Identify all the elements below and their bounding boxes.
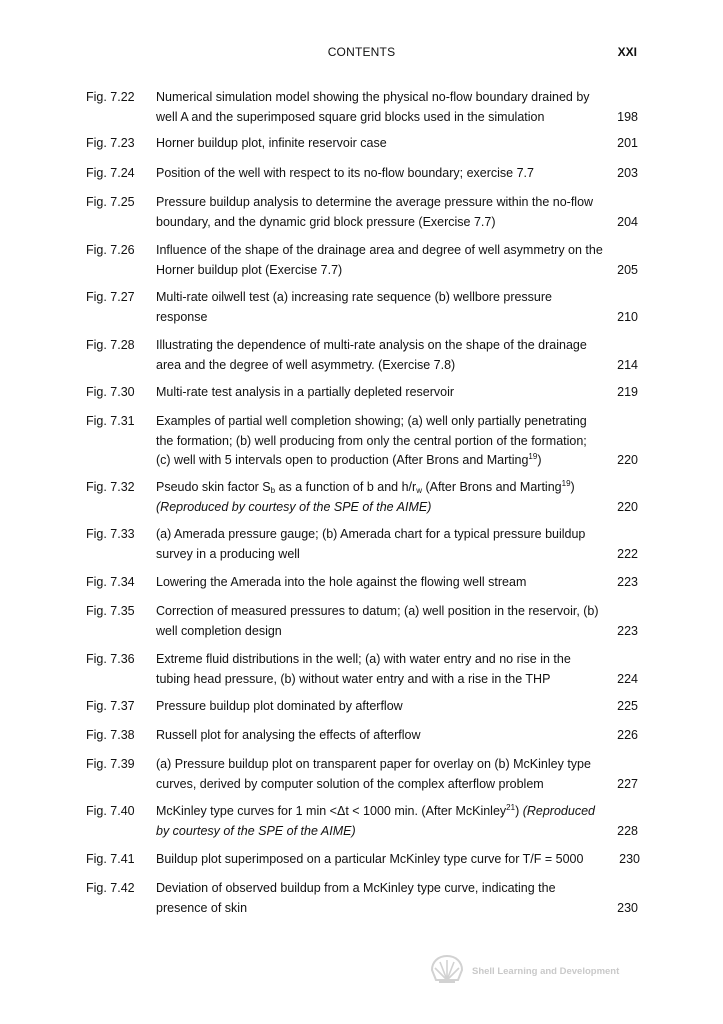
list-item <box>86 573 638 593</box>
list-item <box>86 525 638 564</box>
page-number: 210 <box>617 309 638 324</box>
list-item <box>86 697 638 717</box>
figure-number: Fig. 7.40 <box>86 804 135 818</box>
page-number: 219 <box>617 385 638 399</box>
figure-caption: Deviation of observed buildup from a McKinley type curve, indicating the presence of skin <box>156 881 556 915</box>
list-item <box>86 650 638 689</box>
publisher-footer <box>430 953 645 989</box>
page-number: 201 <box>617 136 638 150</box>
page-number: 214 <box>617 357 638 372</box>
figure-list <box>86 88 640 915</box>
list-item <box>86 88 638 127</box>
figure-number: Fig. 7.22 <box>86 90 135 104</box>
page-number: 223 <box>617 575 638 589</box>
page-number: 228 <box>617 823 638 838</box>
figure-number: Fig. 7.28 <box>86 338 135 352</box>
figure-caption: Pseudo skin factor $S_b$ as a function of b and $h/r_w$ (After Brons and Marting$^{19}$) (Reproduced by courtesy of the SPE of the AIME) <box>156 479 575 514</box>
figure-number: Fig. 7.41 <box>86 852 135 866</box>
figure-number: Fig. 7.36 <box>86 652 135 666</box>
figure-caption: Horner buildup plot, infinite reservoir case <box>156 136 387 150</box>
list-item <box>86 288 638 327</box>
figure-number: Fig. 7.31 <box>86 414 135 428</box>
list-item <box>86 755 638 794</box>
figure-caption: Pressure buildup plot dominated by afterflow <box>156 699 403 713</box>
list-item <box>86 412 638 471</box>
list-item <box>86 164 638 184</box>
figure-caption: Numerical simulation model showing the physical no-flow boundary drained by well A and the superimposed square grid blocks used in the simulation <box>156 90 590 124</box>
page-number: 225 <box>617 699 638 713</box>
figure-number: Fig. 7.39 <box>86 757 135 771</box>
figure-caption: Extreme fluid distributions in the well; (a) with water entry and no rise in the tubing head pressure, (b) without water entry and with a rise in the THP <box>156 652 571 686</box>
list-item <box>86 193 638 232</box>
figure-number: Fig. 7.26 <box>86 243 135 257</box>
page-number: 203 <box>617 166 638 180</box>
page-number: 220 <box>617 453 638 467</box>
figure-caption: Pressure buildup analysis to determine the average pressure within the no-flow boundary, and the dynamic grid block pressure (Exercise 7.7) <box>156 195 594 229</box>
figure-number: Fig. 7.37 <box>86 699 135 713</box>
list-item <box>86 478 638 517</box>
figure-caption: Multi-rate test analysis in a partially depleted reservoir <box>156 385 455 399</box>
list-item <box>86 879 638 918</box>
figure-caption: Influence of the shape of the drainage area and degree of well asymmetry on the Horner buildup plot (Exercise 7.7) <box>156 243 603 277</box>
page-number: 204 <box>617 214 638 229</box>
page-number: 223 <box>617 623 638 638</box>
page-number: 230 <box>617 900 638 915</box>
figure-number: Fig. 7.34 <box>86 575 135 589</box>
page-number: 227 <box>617 776 638 791</box>
figure-caption: Buildup plot superimposed on a particular McKinley type curve for T/F = 5000 <box>156 852 584 866</box>
page-number: 198 <box>617 109 638 124</box>
page-number: 205 <box>617 262 638 277</box>
footer-text: Shell Learning and Development <box>472 965 620 977</box>
list-item <box>86 602 638 641</box>
figure-caption: Russell plot for analysing the effects of afterflow <box>156 728 421 742</box>
figure-number: Fig. 7.42 <box>86 881 135 895</box>
figure-number: Fig. 7.38 <box>86 728 135 742</box>
figure-caption: Illustrating the dependence of multi-rate analysis on the shape of the drainage area and the degree of well asymmetry. (Exercise 7.8) <box>156 338 587 372</box>
figure-number: Fig. 7.32 <box>86 480 135 494</box>
page-number: 220 <box>617 499 638 514</box>
running-header-page-number: XXI <box>617 45 637 59</box>
list-item <box>86 802 638 841</box>
figure-caption: Lowering the Amerada into the hole against the flowing well stream <box>156 575 527 589</box>
figure-caption: McKinley type curves for 1 min <Δt < 1000 min. (After McKinley$^{21}$) (Reproduced by courtesy of the SPE of the AIME) <box>156 803 595 838</box>
figure-number: Fig. 7.23 <box>86 136 135 150</box>
figure-number: Fig. 7.25 <box>86 195 135 209</box>
figure-caption: Position of the well with respect to its no-flow boundary; exercise 7.7 <box>156 166 534 180</box>
figure-number: Fig. 7.33 <box>86 527 135 541</box>
figure-number: Fig. 7.24 <box>86 166 135 180</box>
list-item <box>86 850 638 870</box>
list-item <box>86 336 638 375</box>
figure-caption: (a) Pressure buildup plot on transparent paper for overlay on (b) McKinley type curves, derived by computer solution of the complex afterflow problem <box>156 757 591 791</box>
figure-caption: Multi-rate oilwell test (a) increasing rate sequence (b) wellbore pressure response <box>156 290 553 324</box>
figure-number: Fig. 7.35 <box>86 604 135 618</box>
page-number: 226 <box>617 728 638 742</box>
figure-caption: Correction of measured pressures to datum; (a) well position in the reservoir, (b) well completion design <box>156 604 599 638</box>
list-item <box>86 726 638 746</box>
page-number: 222 <box>617 546 638 561</box>
running-header-title: CONTENTS <box>327 45 396 59</box>
figure-caption: Examples of partial well completion showing; (a) well only partially penetrating the formation; (b) well producing from only the central portion of the formation; (c) well with 5 intervals open to production (After Brons and Marting$^{19}$) <box>156 414 587 467</box>
figure-number: Fig. 7.30 <box>86 385 135 399</box>
list-item <box>86 383 638 403</box>
list-item <box>86 134 638 154</box>
list-item <box>86 241 638 280</box>
shell-logo-icon <box>430 954 464 989</box>
page-number: 224 <box>617 671 638 686</box>
page-number: 230 <box>619 852 640 866</box>
figure-number: Fig. 7.27 <box>86 290 135 304</box>
figure-caption: (a) Amerada pressure gauge; (b) Amerada chart for a typical pressure buildup survey in a producing well <box>156 527 586 561</box>
